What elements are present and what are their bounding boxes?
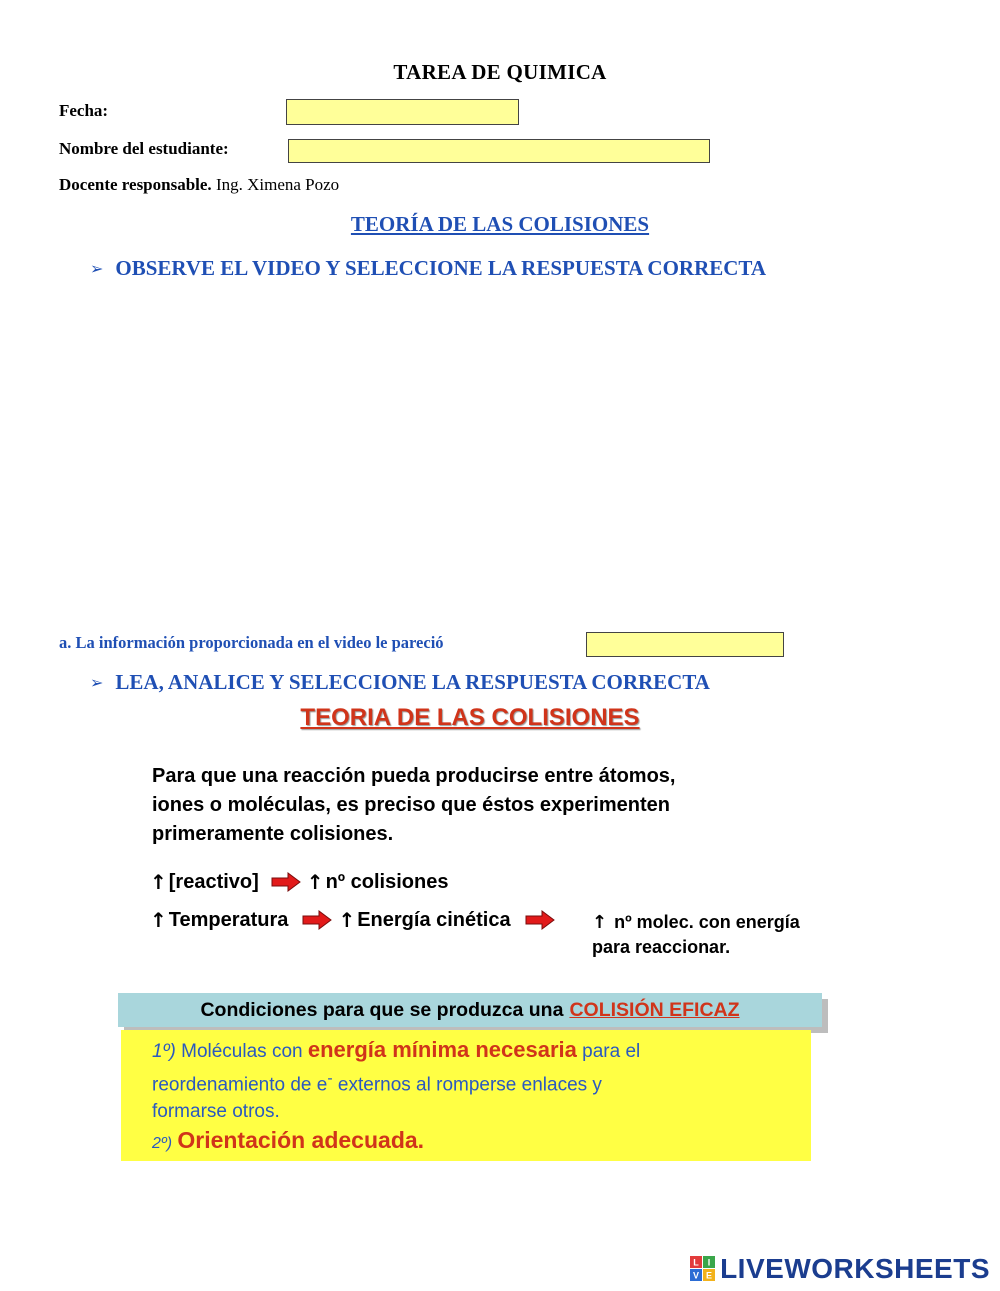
logo-letter: E — [706, 1270, 713, 1281]
row1-left: [reactivo] — [168, 870, 259, 893]
up-arrow-icon: ↑ — [150, 908, 167, 932]
row1-right: nº colisiones — [325, 870, 449, 893]
cond2-emphasis: Orientación adecuada. — [177, 1127, 425, 1153]
nombre-label: Nombre del estudiante: — [59, 139, 229, 158]
logo-letter: I — [707, 1257, 711, 1268]
docente-line — [59, 175, 339, 195]
condition-2 — [152, 1127, 424, 1157]
red-arrow-icon — [525, 910, 555, 930]
liveworksheets-logo[interactable] — [690, 1253, 990, 1285]
relation-row-2 — [150, 908, 561, 932]
liveworksheets-logo-icon — [690, 1256, 716, 1282]
logo-letter: L — [693, 1257, 699, 1268]
infographic-paragraph — [152, 762, 792, 849]
row2-right — [592, 910, 800, 959]
page-title: TAREA DE QUIMICA — [393, 60, 607, 84]
red-arrow-icon — [302, 910, 332, 930]
fecha-input[interactable] — [287, 100, 518, 124]
question-a-input[interactable] — [587, 633, 783, 656]
infographic-title: TEORIA DE LAS COLISIONES — [300, 704, 640, 731]
cond1-superscript: - — [327, 1070, 333, 1087]
up-arrow-icon: ↑ — [592, 912, 608, 933]
red-arrow-icon — [271, 872, 301, 892]
cond1-line2a: reordenamiento de e — [152, 1074, 328, 1096]
liveworksheets-logo-text: LIVEWORKSHEETS — [720, 1253, 990, 1284]
docente-value: Ing. Ximena Pozo — [215, 175, 340, 194]
up-arrow-icon: ↑ — [150, 870, 167, 894]
paragraph-line: primeramente colisiones. — [152, 823, 394, 845]
instruction-1-text: OBSERVE EL VIDEO Y SELECCIONE LA RESPUESTA CORRECTA — [115, 256, 767, 280]
fecha-field[interactable] — [286, 99, 519, 125]
cond1-emphasis: energía mínima necesaria — [307, 1037, 577, 1062]
cond1-line2b: externos al romperse enlaces y — [337, 1074, 602, 1096]
conditions-header — [118, 993, 822, 1027]
cond1-line3: formarse otros. — [152, 1101, 280, 1123]
row2-right-line1: nº molec. con energía — [614, 912, 800, 932]
nombre-field[interactable] — [288, 139, 710, 163]
up-arrow-icon: ↑ — [338, 908, 356, 932]
fecha-label: Fecha: — [59, 101, 109, 120]
conditions-emphasis: COLISIÓN EFICAZ — [569, 998, 740, 1021]
nombre-input[interactable] — [289, 140, 709, 162]
bullet-arrow-icon: ➢ — [90, 673, 104, 692]
row2-right-line2: para reaccionar. — [592, 937, 731, 957]
row2-left: Temperatura — [168, 908, 289, 931]
section-title: TEORÍA DE LAS COLISIONES — [350, 212, 650, 236]
cond1-number: 1º) — [152, 1041, 176, 1062]
instruction-1 — [90, 256, 766, 281]
cond2-number: 2º) — [152, 1135, 173, 1152]
relation-row-1 — [150, 870, 448, 894]
cond1-pre: Moléculas con — [181, 1041, 303, 1062]
instruction-2 — [90, 670, 710, 695]
paragraph-line: iones o moléculas, es preciso que éstos experimenten — [152, 794, 670, 816]
cond1-post: para el — [582, 1041, 641, 1062]
row2-mid: Energía cinética — [357, 908, 511, 931]
logo-letter: V — [693, 1270, 700, 1281]
question-a: a. La información proporcionada en el video le pareció — [59, 633, 444, 652]
docente-label: Docente responsable. — [59, 175, 212, 194]
question-a-answer-field[interactable] — [586, 632, 784, 657]
conditions-prefix: Condiciones para que se produzca una — [200, 998, 564, 1021]
up-arrow-icon: ↑ — [306, 870, 324, 894]
paragraph-line: Para que una reacción pueda producirse entre átomos, — [152, 765, 676, 787]
instruction-2-text: LEA, ANALICE Y SELECCIONE LA RESPUESTA CORRECTA — [115, 670, 710, 694]
bullet-arrow-icon: ➢ — [90, 259, 104, 278]
condition-1 — [152, 1036, 792, 1125]
